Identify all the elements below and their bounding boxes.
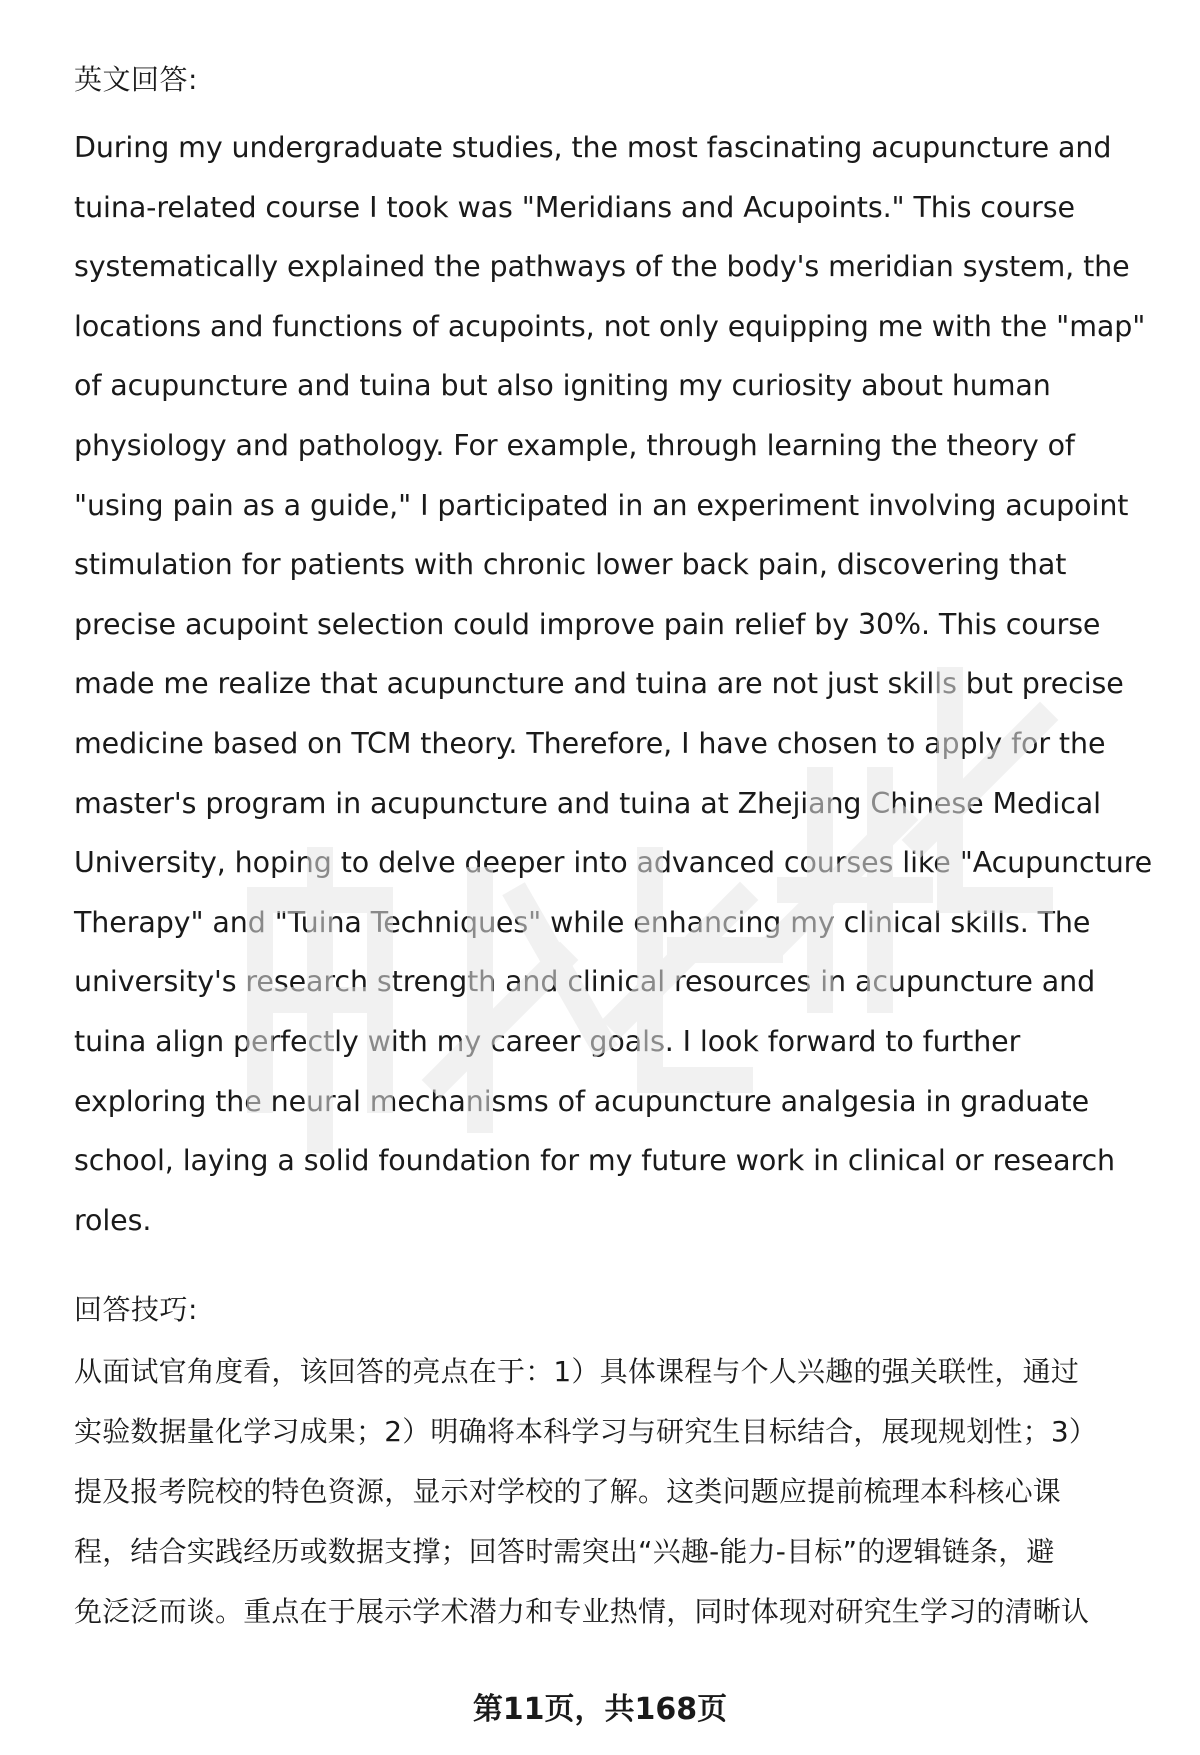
english-answer-body — [74, 118, 1154, 1250]
paragraph-line: "using pain as a guide," I participated in an experiment involving acupoint — [74, 488, 1129, 522]
paragraph-line: school, laying a solid foundation for my future work in clinical or research — [74, 1144, 1116, 1178]
paragraph-line: tuina align perfectly with my career goals. I look forward to further — [74, 1024, 1021, 1058]
paragraph-line: stimulation for patients with chronic lower back pain, discovering that — [74, 548, 1067, 582]
paragraph-line: roles. — [74, 1203, 152, 1237]
paragraph-line: During my undergraduate studies, the most fascinating acupuncture and — [74, 131, 1112, 164]
tips-body — [74, 1342, 1154, 1642]
paragraph-line: made me realize that acupuncture and tuina are not just skills but precise — [74, 667, 1124, 701]
paragraph-line: Therapy" and "Tuina Techniques" while enhancing my clinical skills. The — [74, 905, 1091, 939]
paragraph-line: physiology and pathology. For example, through learning the theory of — [74, 428, 1075, 462]
tips-heading: 回答技巧: — [74, 1293, 198, 1326]
paragraph-line: 从面试官角度看，该回答的亮点在于：1）具体课程与个人兴趣的强关联性，通过 — [74, 1355, 1080, 1388]
paragraph-line: locations and functions of acupoints, not only equipping me with the "map" — [74, 309, 1146, 343]
paragraph-line: university's research strength and clinical resources in acupuncture and — [74, 965, 1096, 999]
paragraph-line: medicine based on TCM theory. Therefore, I have chosen to apply for the — [74, 726, 1106, 760]
paragraph-line: of acupuncture and tuina but also igniting my curiosity about human — [74, 369, 1051, 403]
paragraph-line: 实验数据量化学习成果；2）明确将本科学习与研究生目标结合，展现规划性；3） — [74, 1415, 1098, 1448]
paragraph-line: master's program in acupuncture and tuina at Zhejiang Chinese Medical — [74, 786, 1101, 820]
paragraph-line: tuina-related course I took was "Meridians and Acupoints." This course — [74, 190, 1075, 224]
paragraph-line: 提及报考院校的特色资源，显示对学校的了解。这类问题应提前梳理本科核心课 — [74, 1475, 1062, 1508]
paragraph-line: 免泛泛而谈。重点在于展示学术潜力和专业热情，同时体现对研究生学习的清晰认 — [74, 1595, 1090, 1628]
page-number-footer: 第11页，共168页 — [472, 1692, 728, 1727]
paragraph-line: systematically explained the pathways of the body's meridian system, the — [74, 250, 1130, 284]
paragraph-line: 程，结合实践经历或数据支撑；回答时需突出“兴趣-能力-目标”的逻辑链条，避 — [74, 1535, 1055, 1568]
paragraph-line: University, hoping to delve deeper into advanced courses like "Acupuncture — [74, 846, 1153, 880]
english-answer-heading: 英文回答: — [74, 63, 198, 96]
paragraph-line: precise acupoint selection could improve pain relief by 30%. This course — [74, 607, 1101, 641]
document-page — [74, 0, 1154, 1755]
paragraph-line: exploring the neural mechanisms of acupuncture analgesia in graduate — [74, 1084, 1090, 1118]
